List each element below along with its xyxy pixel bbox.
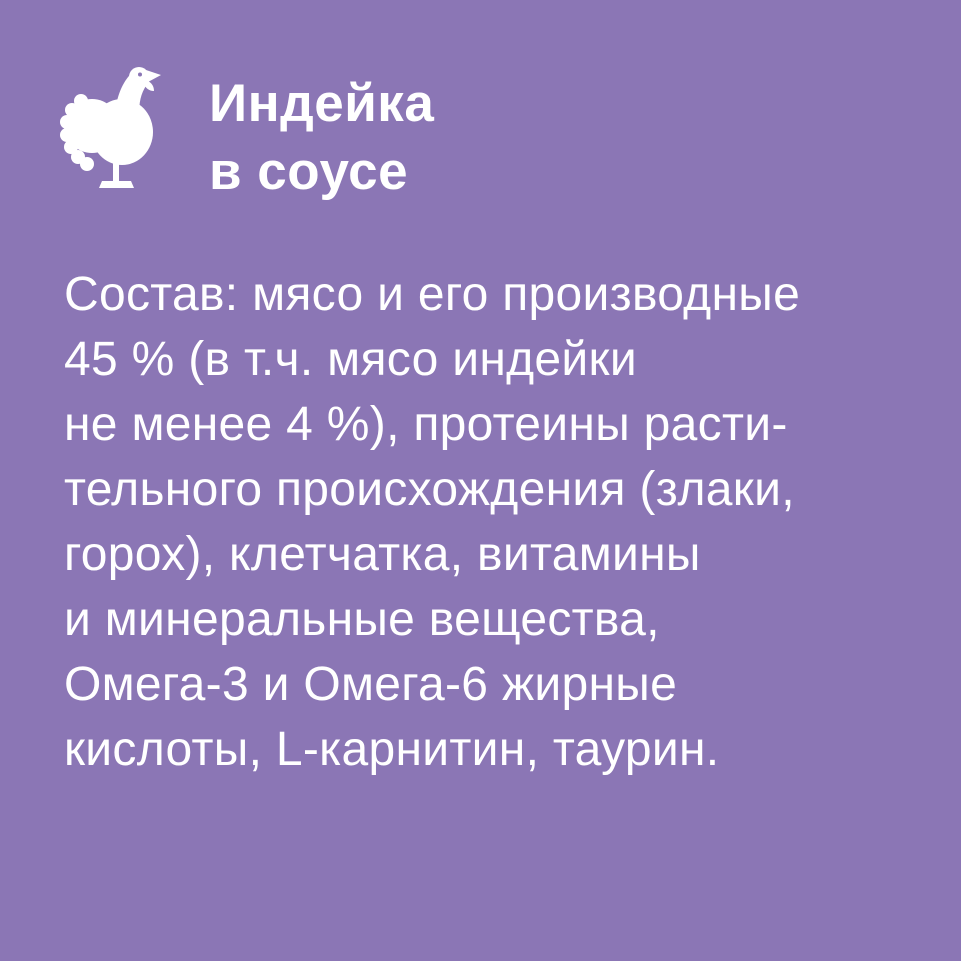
composition-line: горох), клетчатка, витамины: [64, 528, 701, 581]
product-title-line1: Индейка: [209, 74, 435, 133]
composition-line: и минеральные вещества,: [64, 593, 660, 646]
composition-line: не менее 4 %), протеины расти-: [64, 398, 788, 451]
composition-line: тельного происхождения (злаки,: [64, 463, 795, 516]
composition-line: 45 % (в т.ч. мясо индейки: [64, 333, 637, 386]
composition-line: кислоты, L-карнитин, таурин.: [64, 723, 720, 776]
composition-text: [64, 262, 800, 782]
product-header: [60, 64, 434, 206]
product-title: [209, 64, 434, 206]
product-title-line2: в соусе: [209, 142, 409, 201]
turkey-icon: [60, 64, 164, 190]
composition-line: Омега-3 и Омега-6 жирные: [64, 658, 678, 711]
composition-line: Состав: мясо и его производные: [64, 268, 801, 321]
